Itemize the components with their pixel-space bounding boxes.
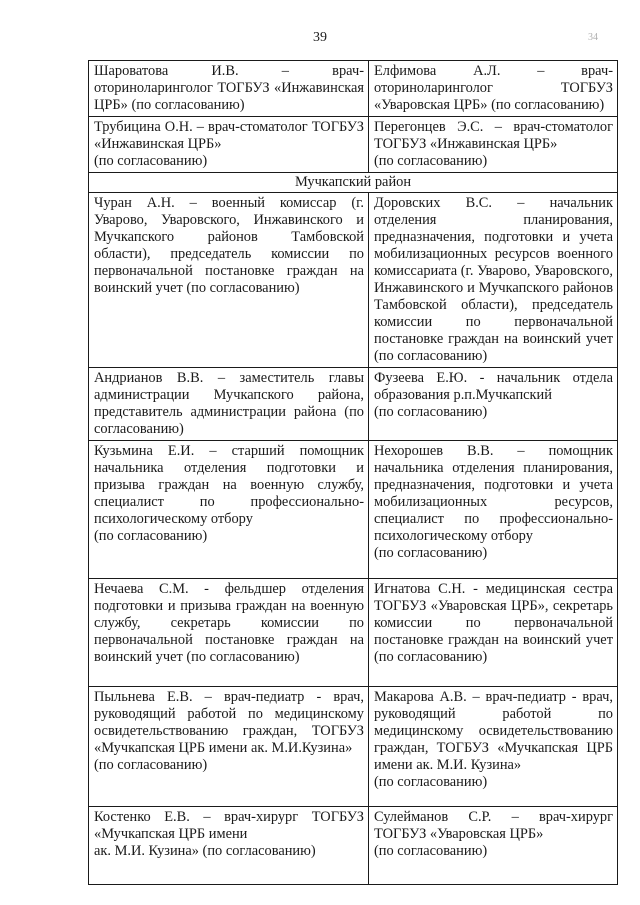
table-row: [89, 368, 618, 441]
table-cell-left: Пыльнева Е.В. – врач-педиатр - врач, руководящий работой по медицинскому освидетельствованию граждан, ТОГБУЗ «Мучкапская ЦРБ имени ак. М.И.Кузина» (по согласованию): [89, 687, 369, 807]
table-cell-right: Елфимова А.Л. – врач-оториноларинголог ТОГБУЗ «Уваровская ЦРБ» (по согласованию): [369, 61, 618, 117]
table-cell-left: Костенко Е.В. – врач-хирург ТОГБУЗ «Мучкапская ЦРБ имени ак. М.И. Кузина» (по согласованию): [89, 807, 369, 885]
table-cell-left: Нечаева С.М. - фельдшер отделения подготовки и призыва граждан на военную службу, секретарь комиссии по первоначальной постановке граждан на воинский учет (по согласованию): [89, 579, 369, 687]
table-row: [89, 807, 618, 885]
table-row: [89, 441, 618, 579]
table-cell-right: Доровских В.С. – начальник отделения планирования, предназначения, подготовки и учета мобилизационных ресурсов военного комиссариата (г. Уварово, Уваровского, Инжавинского и Мучкапского районов Тамбовской области), председатель комиссии по первоначальной постановке граждан на воинский учет (по согласованию): [369, 193, 618, 368]
table-cell-left: Чуран А.Н. – военный комиссар (г. Уварово, Уваровского, Инжавинского и Мучкапского районов Тамбовской области), председатель комиссии по первоначальной постановке граждан на воинский учет (по согласованию): [89, 193, 369, 368]
section-row: [89, 173, 618, 193]
table-cell-right: Фузеева Е.Ю. - начальник отдела образования р.п.Мучкапский (по согласованию): [369, 368, 618, 441]
page-number: 39: [313, 30, 327, 45]
table-cell-left: Трубицина О.Н. – врач-стоматолог ТОГБУЗ «Инжавинская ЦРБ» (по согласованию): [89, 117, 369, 173]
table-row: [89, 61, 618, 117]
section-title: Мучкапский район: [89, 173, 618, 193]
table-row: [89, 193, 618, 368]
table-cell-right: Нехорошев В.В. – помощник начальника отделения планирования, предназначения, подготовки и учета мобилизационных ресурсов, специалист по профессионально-психологическому отбору (по согласованию): [369, 441, 618, 579]
table-cell-right: Игнатова С.Н. - медицинская сестра ТОГБУЗ «Уваровская ЦРБ», секретарь комиссии по первоначальной постановке граждан на воинский учет (по согласованию): [369, 579, 618, 687]
table-cell-left: Кузьмина Е.И. – старший помощник начальника отделения подготовки и призыва граждан на военную службу, специалист по профессионально-психологическому отбору (по согласованию): [89, 441, 369, 579]
table-cell-left: Шароватова И.В. – врач-оториноларинголог ТОГБУЗ «Инжавинская ЦРБ» (по согласованию): [89, 61, 369, 117]
table-row: [89, 687, 618, 807]
table-cell-left: Андрианов В.В. – заместитель главы администрации Мучкапского района, представитель администрации района (по согласованию): [89, 368, 369, 441]
table-cell-right: Сулейманов С.Р. – врач-хирург ТОГБУЗ «Уваровская ЦРБ» (по согласованию): [369, 807, 618, 885]
table-cell-right: Перегонцев Э.С. – врач-стоматолог ТОГБУЗ «Инжавинская ЦРБ» (по согласованию): [369, 117, 618, 173]
table-row: [89, 579, 618, 687]
table-row: [89, 117, 618, 173]
commission-table: [88, 60, 618, 885]
corner-mark: 34: [588, 32, 598, 43]
table-cell-right: Макарова А.В. – врач-педиатр - врач, руководящий работой по медицинскому освидетельствованию граждан, ТОГБУЗ «Мучкапская ЦРБ имени ак. М.И. Кузина» (по согласованию): [369, 687, 618, 807]
